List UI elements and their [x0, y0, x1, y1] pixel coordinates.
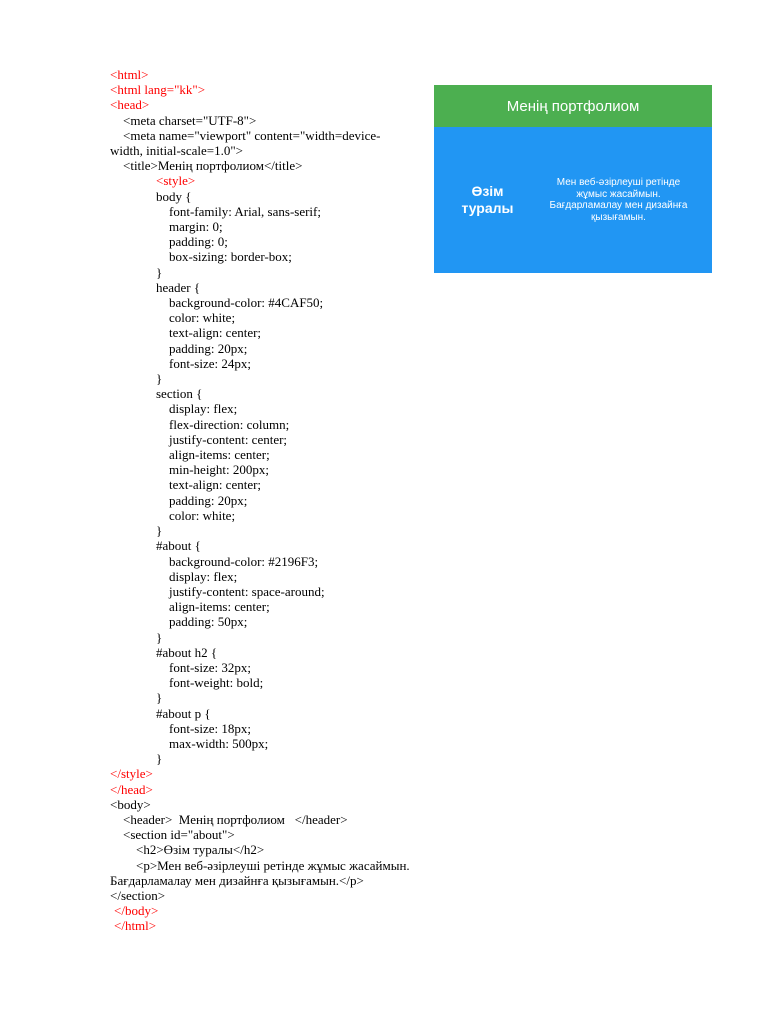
code-line: font-weight: bold; [169, 675, 264, 691]
code-line: font-size: 32px; [169, 659, 251, 675]
code-line: padding: 20px; [169, 492, 248, 508]
code-line: <meta charset="UTF-8"> [123, 112, 257, 128]
code-line: #about p { [156, 705, 211, 721]
code-line: <header> Менің портфолиом </header> [123, 811, 348, 827]
code-line: <meta name="viewport" content="width=device-width, initial-scale=1.0"> [110, 127, 381, 159]
preview-about-title: Өзім туралы [461, 183, 514, 216]
code-line: } [156, 523, 163, 539]
rendered-preview [434, 85, 712, 273]
code-line: </head> [110, 781, 153, 797]
code-line: justify-content: center; [169, 431, 288, 447]
code-line: text-align: center; [169, 477, 262, 493]
code-line: color: white; [169, 310, 236, 326]
code-line: <p>Мен веб-әзірлеуші ретінде жұмыс жасаймын. Бағдарламалау мен дизайнға қызығамын.</p> </section> [110, 857, 413, 903]
code-line: padding: 0; [169, 234, 228, 250]
preview-header: Менің портфолиом [434, 85, 712, 127]
code-line: header { [156, 279, 201, 295]
code-line: align-items: center; [169, 599, 270, 615]
code-line: </style> [110, 766, 153, 782]
code-line: font-size: 24px; [169, 355, 251, 371]
code-line: <html> [110, 67, 149, 82]
code-line: padding: 20px; [169, 340, 248, 356]
code-line: </html> [114, 918, 157, 934]
code-line: box-sizing: border-box; [169, 249, 292, 265]
code-line: min-height: 200px; [169, 462, 270, 478]
code-line: } [156, 264, 163, 280]
code-line: flex-direction: column; [169, 416, 290, 432]
code-line: align-items: center; [169, 447, 270, 463]
code-line: font-size: 18px; [169, 720, 251, 736]
code-line: } [156, 690, 163, 706]
code-line: color: white; [169, 507, 236, 523]
code-line: text-align: center; [169, 325, 262, 341]
code-line: section { [156, 386, 203, 402]
code-line: <style> [156, 173, 196, 189]
code-line: background-color: #2196F3; [169, 553, 319, 569]
code-line: <section id="about"> [123, 827, 235, 843]
code-line: body { [156, 188, 192, 204]
code-line: display: flex; [169, 401, 238, 417]
preview-about-text: Мен веб-әзірлеуші ретінде жұмыс жасаймын. Бағдарламалау мен дизайнға қызығамын. [549, 177, 688, 223]
code-line: padding: 50px; [169, 614, 248, 630]
code-line: max-width: 500px; [169, 735, 269, 751]
code-line: justify-content: space-around; [169, 583, 325, 599]
code-line: <head> [110, 97, 150, 113]
code-line: font-family: Arial, sans-serif; [169, 203, 321, 219]
code-line: </body> [114, 903, 159, 919]
code-line: } [156, 751, 163, 767]
code-line: display: flex; [169, 568, 238, 584]
code-line: <h2>Өзім туралы</h2> [136, 842, 265, 858]
code-line: <html lang="kk"> [110, 82, 206, 98]
code-line: <title>Менің портфолиом</title> [123, 158, 303, 174]
code-line: <body> [110, 796, 151, 812]
code-line: } [156, 629, 163, 645]
code-line: } [156, 371, 163, 387]
preview-about-section [434, 127, 712, 273]
code-line: background-color: #4CAF50; [169, 295, 324, 311]
code-line: #about h2 { [156, 644, 218, 660]
code-listing [110, 67, 413, 934]
code-line: #about { [156, 538, 201, 554]
code-line: margin: 0; [169, 219, 223, 235]
